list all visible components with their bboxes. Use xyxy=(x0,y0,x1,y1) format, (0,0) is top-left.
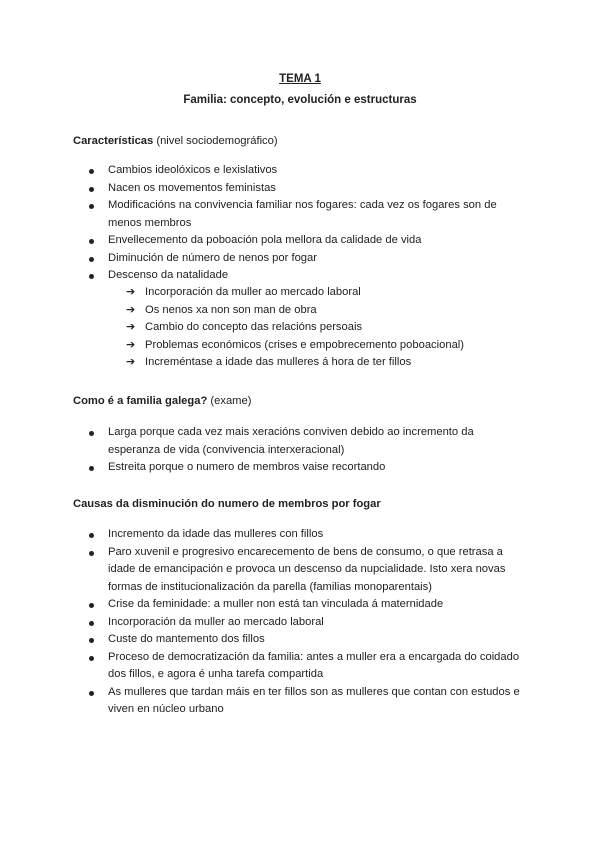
natalidade-sublist-container xyxy=(0,284,600,372)
bullet-dot-icon xyxy=(89,638,94,643)
section-heading-caracteristicas xyxy=(73,133,533,149)
bullet-dot-icon xyxy=(89,656,94,661)
caracteristicas-list xyxy=(0,162,600,285)
section-heading-causas xyxy=(73,496,533,512)
section-heading-note: (nivel sociodemográfico) xyxy=(153,135,278,147)
list-item: Incremento da idade das mulleres con fillos xyxy=(0,526,522,544)
list-item: Proceso de democratización da familia: antes a muller era a encargada do coidado dos fillos, e agora é unha tarefa compartida xyxy=(0,649,522,684)
causas-list xyxy=(0,526,600,719)
sublist-item: ➔ Increméntase a idade das mulleres á hora de ter fillos xyxy=(0,354,545,372)
section-heading-text: Como é a familia galega? xyxy=(73,395,208,407)
arrow-right-icon: ➔ xyxy=(126,356,136,368)
bullet-dot-icon xyxy=(89,431,94,436)
arrow-right-icon: ➔ xyxy=(126,338,136,351)
bullet-dot-icon xyxy=(89,239,94,244)
list-item: Custe do mantemento dos fillos xyxy=(0,631,522,649)
arrow-right-icon: ➔ xyxy=(126,303,136,316)
list-item: Modificacións na convivencia familiar nos fogares: cada vez os fogares son de menos membros xyxy=(0,197,522,232)
sublist-item: ➔ Cambio do concepto das relacións persoais xyxy=(0,319,545,337)
bullet-dot-icon xyxy=(89,691,94,696)
page-subtitle: Familia: concepto, evolución e estructuras xyxy=(183,94,417,106)
bullet-dot-icon xyxy=(89,274,94,279)
list-item: Nacen os movementos feministas xyxy=(0,180,522,198)
list-item: As mulleres que tardan máis en ter fillos son as mulleres que contan con estudos e viven en núcleo urbano xyxy=(0,684,522,719)
bullet-dot-icon xyxy=(89,621,94,626)
arrow-right-icon: ➔ xyxy=(126,321,136,333)
list-item: Cambios ideolóxicos e lexislativos xyxy=(0,162,522,180)
list-item: Incorporación da muller ao mercado laboral xyxy=(0,614,522,632)
bullet-dot-icon xyxy=(89,533,94,538)
list-item: Descenso da natalidade xyxy=(0,267,522,285)
bullet-dot-icon xyxy=(89,204,94,209)
natalidade-sublist xyxy=(0,284,600,372)
list-item: Larga porque cada vez mais xeracións conviven debido ao incremento da esperanza de vida (convivencia interxeracional) xyxy=(0,424,522,459)
bullet-dot-icon xyxy=(89,603,94,608)
sublist-item: ➔ Os nenos xa non son man de obra xyxy=(0,302,545,320)
page-title: TEMA 1 xyxy=(279,73,321,85)
section-heading-familia-galega xyxy=(73,393,533,409)
section-heading-text: Causas da disminución do numero de membros por fogar xyxy=(73,498,381,510)
arrow-right-icon: ➔ xyxy=(126,286,136,298)
bullet-dot-icon xyxy=(89,169,94,174)
familia-galega-list xyxy=(0,424,600,477)
sublist-item: ➔ Incorporación da muller ao mercado laboral xyxy=(0,284,545,302)
sublist-item: ➔ Problemas económicos (crises e empobrecemento poboacional) xyxy=(0,337,545,355)
list-item: Diminución de número de nenos por fogar xyxy=(0,250,522,268)
bullet-dot-icon xyxy=(89,466,94,471)
bullet-dot-icon xyxy=(89,187,94,192)
section-heading-text: Características xyxy=(73,135,154,147)
bullet-dot-icon xyxy=(89,257,94,262)
bullet-dot-icon xyxy=(89,551,94,556)
list-item: Envellecemento da poboación pola mellora da calidade de vida xyxy=(0,232,522,250)
list-item: Paro xuvenil e progresivo encarecemento de bens de consumo, o que retrasa a idade de emancipación e provoca un descenso da nupcialidade. Isto xera novas formas de institucionalización da parella (familias monoparentais) xyxy=(0,544,522,597)
natalidade-sublist-wrapper xyxy=(0,284,600,372)
list-item: Crise da feminidade: a muller non está tan vinculada á maternidade xyxy=(0,596,522,614)
list-item: Estreita porque o numero de membros vaise recortando xyxy=(0,459,522,477)
section-heading-note: (exame) xyxy=(207,395,252,407)
